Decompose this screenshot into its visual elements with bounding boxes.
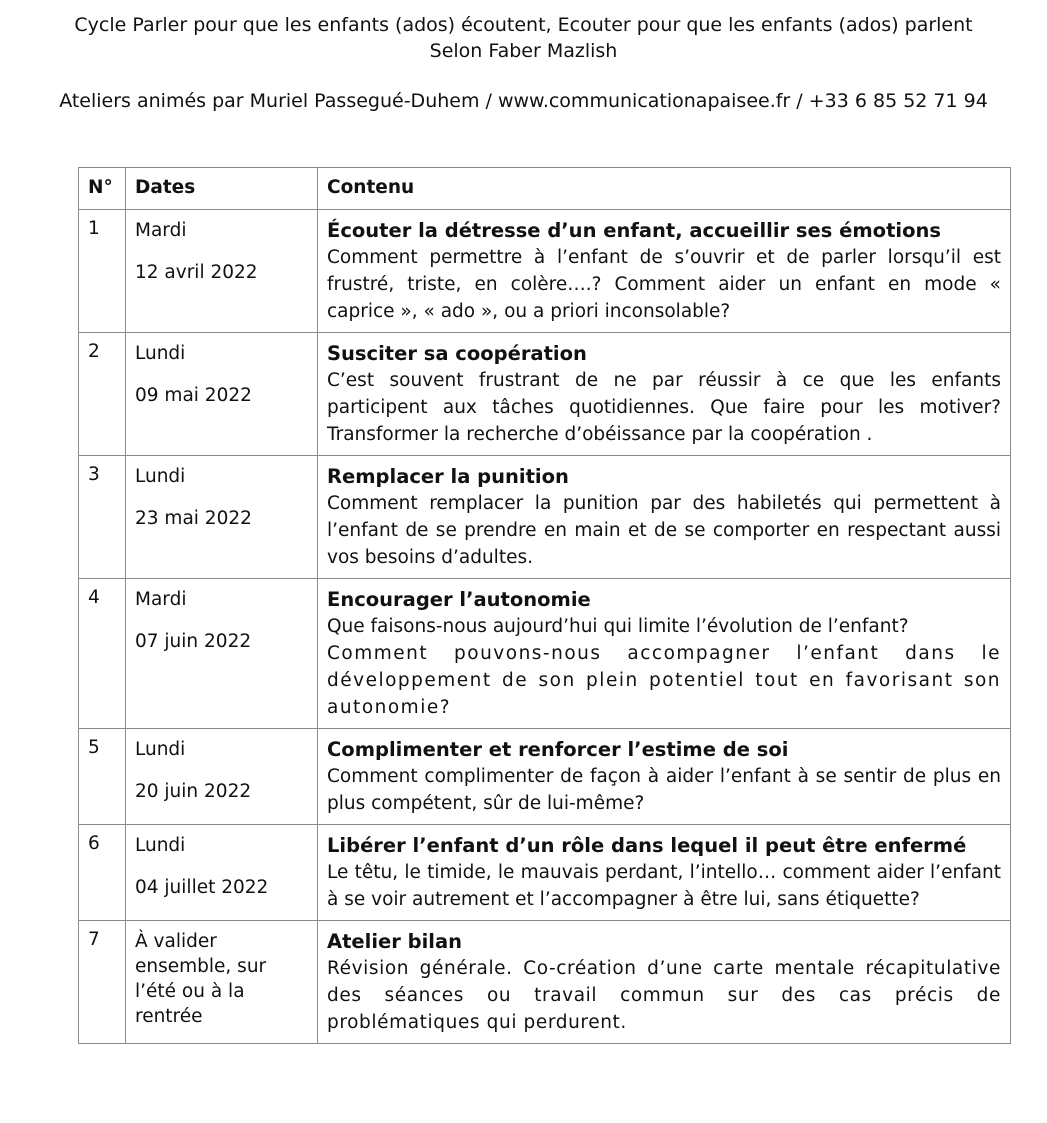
session-title: Libérer l’enfant d’un rôle dans lequel il peut être enfermé bbox=[327, 834, 967, 857]
session-date-cell bbox=[126, 729, 318, 825]
document-header bbox=[0, 12, 1047, 114]
table-row bbox=[79, 579, 1011, 729]
session-date-tbd: À valider ensemble, sur l’été ou à la rentrée bbox=[135, 931, 267, 1027]
session-date-cell bbox=[126, 825, 318, 921]
cycle-title: Cycle Parler pour que les enfants (ados) écoutent, Ecouter pour que les enfants (ados) parlent bbox=[74, 14, 973, 36]
session-day: Lundi bbox=[135, 835, 186, 856]
session-description-line1: Que faisons-nous aujourd’hui qui limite l’évolution de l’enfant? bbox=[327, 616, 909, 637]
session-date-cell bbox=[126, 456, 318, 579]
session-title: Susciter sa coopération bbox=[327, 342, 587, 365]
session-content-cell bbox=[318, 333, 1011, 456]
session-title: Atelier bilan bbox=[327, 930, 463, 953]
session-date: 12 avril 2022 bbox=[135, 262, 258, 283]
session-content-cell bbox=[318, 921, 1011, 1044]
session-description: Comment permettre à l’enfant de s’ouvrir et de parler lorsqu’il est frustré, triste, en colère….? Comment aider un enfant en mode « caprice », « ado », ou a priori inconsolable? bbox=[327, 247, 1001, 322]
session-title: Encourager l’autonomie bbox=[327, 588, 591, 611]
session-description: Le têtu, le timide, le mauvais perdant, l’intello… comment aider l’enfant à se voir autrement et l’accompagner à être lui, sans étiquette? bbox=[327, 862, 1001, 910]
session-day: Lundi bbox=[135, 466, 186, 487]
session-description: Comment complimenter de façon à aider l’enfant à se sentir de plus en plus compétent, sûr de lui-même? bbox=[327, 766, 1001, 814]
session-number: 4 bbox=[79, 579, 126, 729]
session-content-cell bbox=[318, 456, 1011, 579]
session-date-cell bbox=[126, 579, 318, 729]
session-date: 20 juin 2022 bbox=[135, 781, 252, 802]
session-day: Lundi bbox=[135, 343, 186, 364]
table-row bbox=[79, 210, 1011, 333]
session-number: 6 bbox=[79, 825, 126, 921]
table-row bbox=[79, 825, 1011, 921]
session-day: Mardi bbox=[135, 589, 187, 610]
column-header-content: Contenu bbox=[318, 168, 1011, 210]
session-content-cell bbox=[318, 729, 1011, 825]
session-date: 04 juillet 2022 bbox=[135, 877, 269, 898]
table-row bbox=[79, 729, 1011, 825]
session-title: Écouter la détresse d’un enfant, accueillir ses émotions bbox=[327, 219, 941, 242]
session-number: 1 bbox=[79, 210, 126, 333]
session-title: Complimenter et renforcer l’estime de soi bbox=[327, 738, 789, 761]
table-row bbox=[79, 333, 1011, 456]
column-header-number: N° bbox=[79, 168, 126, 210]
session-date: 09 mai 2022 bbox=[135, 385, 252, 406]
facilitator-info: Ateliers animés par Muriel Passegué-Duhem / www.communicationapaisee.fr / +33 6 85 52 71 94 bbox=[59, 90, 988, 112]
session-date-cell bbox=[126, 333, 318, 456]
session-date-cell bbox=[126, 210, 318, 333]
session-content-cell bbox=[318, 825, 1011, 921]
session-title: Remplacer la punition bbox=[327, 465, 569, 488]
session-description: Révision générale. Co-création d’une carte mentale récapitulative des séances ou travail commun sur des cas précis de problématiques qui perdurent. bbox=[327, 958, 1001, 1033]
session-description: C’est souvent frustrant de ne par réussir à ce que les enfants participent aux tâches quotidiennes. Que faire pour les motiver? Transformer la recherche d’obéissance par la coopération . bbox=[327, 370, 1001, 445]
session-date: 07 juin 2022 bbox=[135, 631, 252, 652]
method-subtitle: Selon Faber Mazlish bbox=[429, 40, 618, 62]
session-content-cell bbox=[318, 579, 1011, 729]
session-number: 2 bbox=[79, 333, 126, 456]
session-number: 7 bbox=[79, 921, 126, 1044]
column-header-dates: Dates bbox=[126, 168, 318, 210]
table-row bbox=[79, 456, 1011, 579]
session-content-cell bbox=[318, 210, 1011, 333]
session-number: 3 bbox=[79, 456, 126, 579]
session-number: 5 bbox=[79, 729, 126, 825]
session-description-line2: Comment pouvons-nous accompagner l’enfant dans le développement de son plein potentiel tout en favorisant son autonomie? bbox=[327, 643, 1001, 718]
session-day: Lundi bbox=[135, 739, 186, 760]
session-date-cell bbox=[126, 921, 318, 1044]
session-date: 23 mai 2022 bbox=[135, 508, 252, 529]
session-description: Comment remplacer la punition par des habiletés qui permettent à l’enfant de se prendre en main et de se comporter en respectant aussi vos besoins d’adultes. bbox=[327, 493, 1001, 568]
table-row bbox=[79, 921, 1011, 1044]
workshop-schedule-table bbox=[78, 167, 1011, 1044]
table-header-row bbox=[79, 168, 1011, 210]
session-day: Mardi bbox=[135, 220, 187, 241]
